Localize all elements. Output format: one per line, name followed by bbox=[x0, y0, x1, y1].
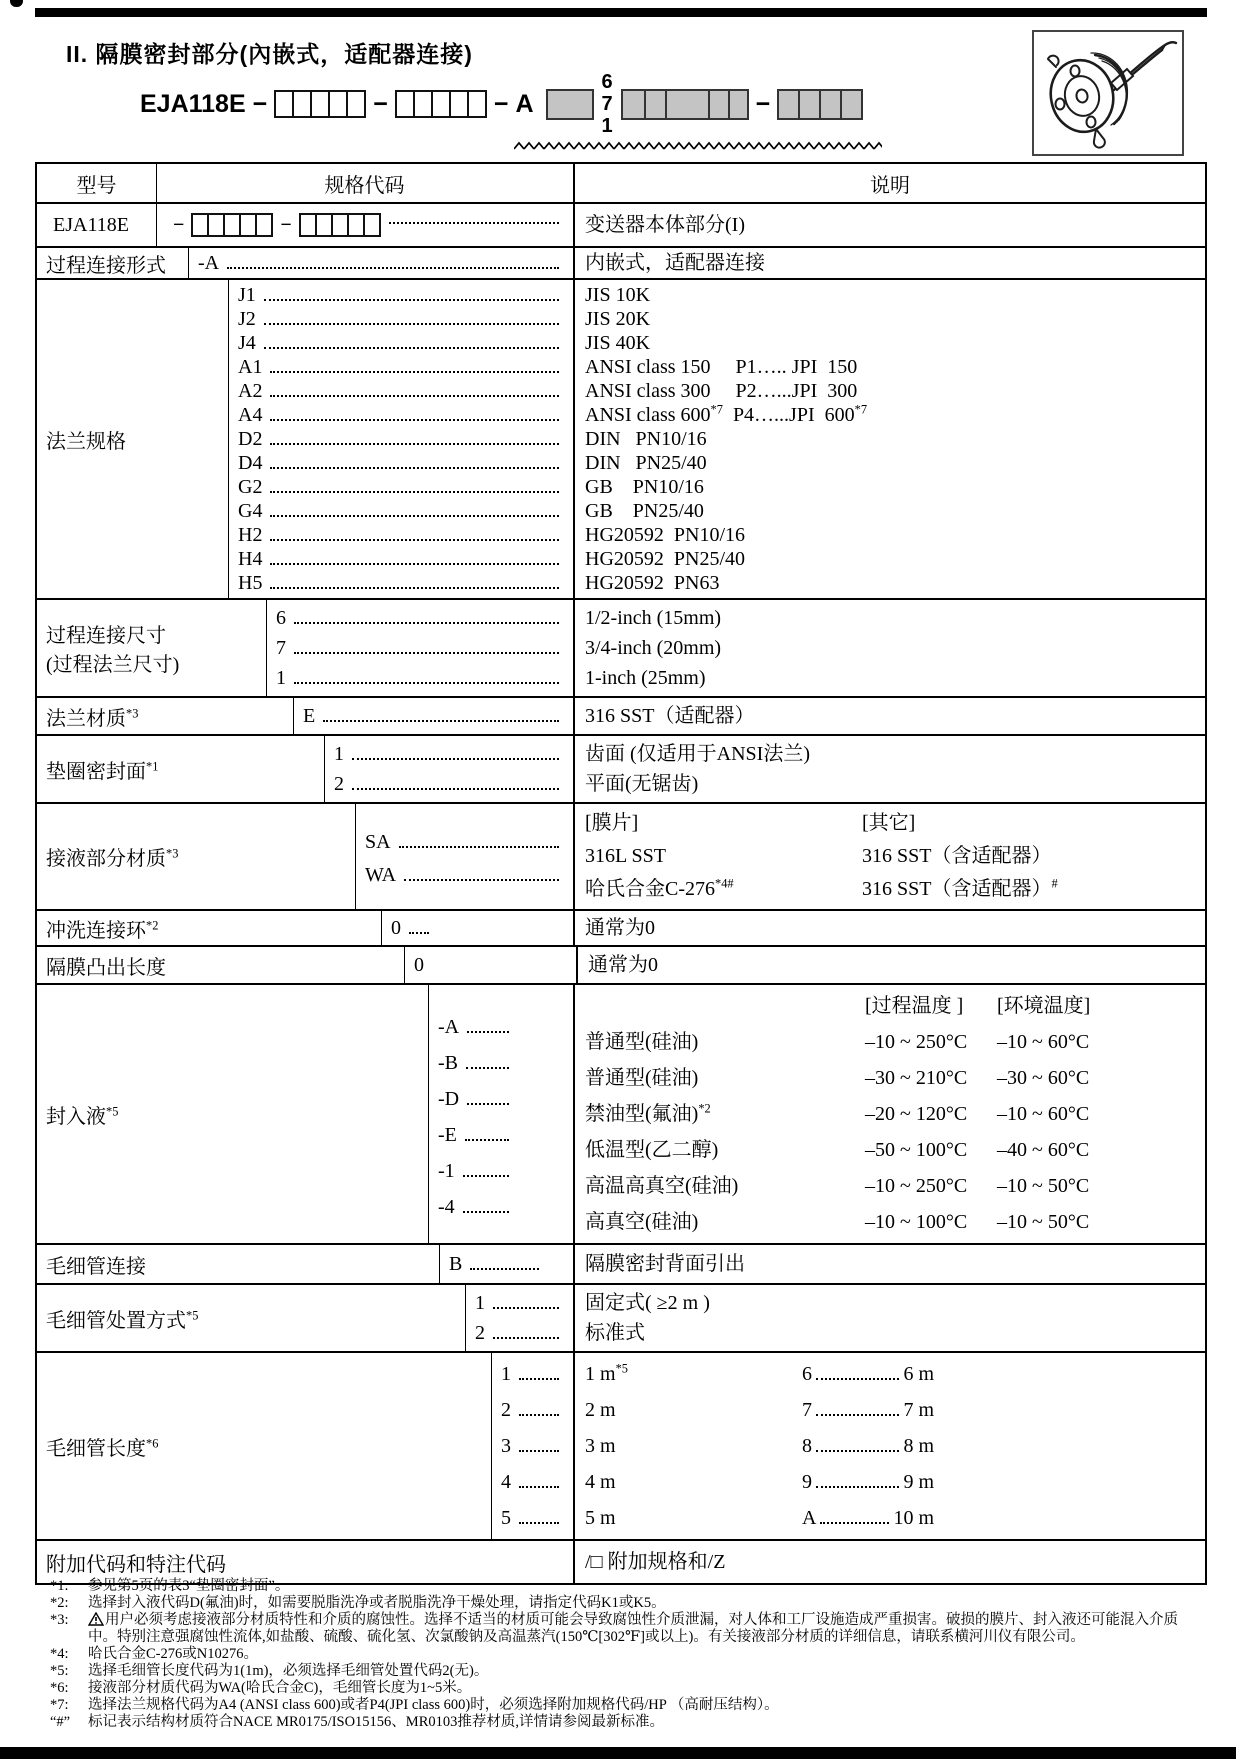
code-value: J1 bbox=[238, 284, 256, 306]
length-value: 9 m bbox=[903, 1471, 934, 1493]
desc-value: JIS 10K bbox=[585, 284, 651, 306]
squiggle-underline bbox=[514, 140, 882, 151]
product-image bbox=[1032, 30, 1184, 156]
desc-value: 316 SST（含适配器）# bbox=[862, 876, 1058, 900]
code-box bbox=[395, 90, 415, 118]
row-gasket-seal-face bbox=[37, 734, 1205, 802]
code-value: 6 bbox=[276, 607, 286, 629]
dash: − bbox=[493, 89, 509, 118]
desc-value: ANSI class 300 P2…...JPI 300 bbox=[585, 380, 858, 402]
code-box-gray bbox=[708, 89, 730, 120]
row-label: 封入液$^{*5}$ bbox=[46, 1103, 119, 1128]
col-header-desc: 说明 bbox=[573, 164, 1205, 202]
leader-dots bbox=[816, 1378, 899, 1380]
code-value: -D bbox=[438, 1087, 460, 1110]
code-value: H4 bbox=[238, 548, 263, 570]
seal-code-boxes-group bbox=[621, 89, 749, 120]
footnote-2 bbox=[50, 1595, 1202, 1612]
length-value: 10 m bbox=[893, 1507, 934, 1529]
fluid-name: 普通型(硅油) bbox=[585, 1031, 699, 1053]
spec-code-boxes-group2 bbox=[395, 90, 487, 118]
length-value: 5 m bbox=[585, 1507, 616, 1529]
row-label: 接液部分材质$^{*3}$ bbox=[46, 846, 179, 870]
code-value: A2 bbox=[238, 380, 263, 402]
size-code-1: 1 bbox=[601, 115, 613, 137]
code-box bbox=[274, 90, 294, 118]
code-value: J2 bbox=[238, 308, 256, 330]
code-value: 8 bbox=[802, 1435, 812, 1457]
code-box bbox=[346, 90, 366, 118]
leader-dots bbox=[820, 1522, 889, 1524]
wetted-header-diaphragm: [膜片] bbox=[585, 812, 639, 834]
row-optional-codes bbox=[37, 1539, 1205, 1583]
footnote-marker: *5: bbox=[50, 1663, 69, 1679]
process-temp: –10 ~ 100°C bbox=[865, 1211, 968, 1233]
code-value: G2 bbox=[238, 476, 263, 498]
fluid-name: 禁油型(氟油)$^{*2}$ bbox=[585, 1101, 711, 1125]
size-code-stack bbox=[602, 71, 613, 137]
connection-code-a: A bbox=[515, 89, 534, 118]
footnote-4 bbox=[50, 1646, 1202, 1663]
code-value: 1 bbox=[276, 667, 286, 689]
desc-value: HG20592 PN25/40 bbox=[585, 548, 746, 570]
row-flushing-connection-ring bbox=[37, 909, 1205, 945]
code-value: -A bbox=[438, 1015, 460, 1038]
footnote-1 bbox=[50, 1578, 1202, 1595]
row-flange-material bbox=[37, 696, 1205, 734]
code-box-gray bbox=[840, 89, 863, 120]
ambient-temp: –10 ~ 60°C bbox=[997, 1103, 1090, 1125]
code-value: G4 bbox=[238, 500, 263, 522]
row-label: 毛细管连接 bbox=[37, 1245, 440, 1283]
code-value: D2 bbox=[238, 428, 263, 450]
footnote-marker: *4: bbox=[50, 1646, 69, 1662]
code-box bbox=[328, 90, 348, 118]
code-value: 1 bbox=[501, 1363, 511, 1385]
code-value: SA bbox=[365, 831, 391, 853]
length-value: 6 m bbox=[903, 1363, 934, 1385]
desc-value: 316L SST bbox=[585, 845, 666, 867]
footnote-text: 选择法兰规格代码为A4 (ANSI class 600)或者P4(JPI class 600)时，必须选择附加规格代码/HP （高耐压结构）。 bbox=[88, 1697, 779, 1713]
footnote-6 bbox=[50, 1680, 1202, 1697]
code-value: 6 bbox=[802, 1363, 812, 1385]
row-label: 法兰规格 bbox=[37, 280, 229, 598]
process-temp: –20 ~ 120°C bbox=[865, 1103, 968, 1125]
desc-value: /□ 附加规格和/Z bbox=[585, 1551, 726, 1573]
option-code-boxes-group bbox=[777, 89, 863, 120]
code-value: A bbox=[802, 1507, 817, 1529]
desc-value: 1-inch (25mm) bbox=[585, 667, 706, 689]
desc-value: 通常为0 bbox=[588, 954, 658, 976]
ambient-temp: –10 ~ 60°C bbox=[997, 1031, 1090, 1053]
row-label: 冲洗连接环$^{*2}$ bbox=[46, 917, 159, 942]
desc-value: 标准式 bbox=[585, 1322, 645, 1344]
code-box bbox=[431, 90, 451, 118]
row-label: 垫圈密封面$^{*1}$ bbox=[46, 758, 159, 783]
desc-value: 哈氏合金$C-276^{*4\#}$ bbox=[585, 876, 734, 900]
code-box bbox=[363, 213, 381, 237]
desc-value: GB PN10/16 bbox=[585, 476, 704, 498]
length-value: 2 m bbox=[585, 1399, 616, 1421]
row-model bbox=[37, 202, 1205, 246]
desc-value: JIS 20K bbox=[585, 308, 651, 330]
col-header-model: 型号 bbox=[37, 164, 157, 202]
footnote-text: 标记表示结构材质符合NACE MR0175/ISO15156、MR0103推荐材质,详情请参阅最新标准。 bbox=[88, 1714, 664, 1730]
footnote-text: 用户必须考虑接液部分材质特性和介质的腐蚀性。选择不适当的材质可能会导致腐蚀性介质泄漏，对人体和工厂设施造成严重损害。破损的膜片、封入液还可能混入介质中。特别注意强腐蚀性流体,如盐酸、硫酸、硫化氢、次氯酸钠及高温蒸汽(150℃[302℉]或以上)。有关接液部分材质的详细信息，请联系横河川仪有限公司。 bbox=[88, 1612, 1178, 1645]
length-value: 7 m bbox=[903, 1399, 934, 1421]
dash: − bbox=[755, 89, 771, 118]
code-box-gray bbox=[546, 89, 594, 120]
row-capillary-connection bbox=[37, 1243, 1205, 1283]
footnote-marker: *6: bbox=[50, 1680, 69, 1696]
code-box-gray bbox=[777, 89, 800, 120]
footnote-marker: *1: bbox=[50, 1578, 69, 1594]
length-value: 3 m bbox=[585, 1435, 616, 1457]
leader-dots bbox=[816, 1414, 899, 1416]
desc-value: 齿面 (仅适用于ANSI法兰) bbox=[585, 743, 810, 765]
code-box bbox=[449, 90, 469, 118]
desc-value: HG20592 PN10/16 bbox=[585, 524, 746, 546]
spec-code-boxes-1 bbox=[191, 213, 273, 237]
dash: − bbox=[173, 213, 185, 236]
code-box-gray bbox=[819, 89, 842, 120]
desc-value: 内嵌式，适配器连接 bbox=[585, 252, 765, 274]
page-edge-mark bbox=[10, 0, 23, 7]
bottom-rule bbox=[0, 1747, 1236, 1759]
code-box-gray bbox=[798, 89, 821, 120]
desc-value: 316 SST（含适配器） bbox=[862, 845, 1052, 867]
row-label: 隔膜凸出长度 bbox=[37, 947, 405, 983]
code-value: 1 bbox=[475, 1292, 485, 1314]
fluid-name: 高温高真空(硅油) bbox=[585, 1175, 739, 1197]
length-value: 4 m bbox=[585, 1471, 616, 1493]
fluid-name: 低温型(乙二醇) bbox=[585, 1139, 719, 1161]
spec-code-boxes-group1 bbox=[274, 90, 366, 118]
desc-value: 316 SST（适配器） bbox=[585, 705, 755, 727]
spec-table bbox=[35, 162, 1207, 1585]
size-code-box bbox=[546, 89, 594, 120]
code-value: 0 bbox=[391, 917, 401, 939]
row-wetted-parts-material bbox=[37, 802, 1205, 909]
length-value: 8 m bbox=[903, 1435, 934, 1457]
size-code-7: 7 bbox=[601, 93, 613, 115]
desc-value: ANSI class 600$^{*7}$ P4…...JPI 600$^{*7}$ bbox=[585, 402, 868, 426]
code-box-gray bbox=[621, 89, 646, 120]
desc-value: 隔膜密封背面引出 bbox=[585, 1253, 745, 1275]
row-flange-spec bbox=[37, 278, 1205, 598]
footnote-marker: *3: bbox=[50, 1612, 69, 1628]
process-temp: –30 ~ 210°C bbox=[865, 1067, 968, 1089]
code-value: B bbox=[449, 1253, 463, 1275]
row-label: 毛细管长度$^{*6}$ bbox=[46, 1435, 159, 1460]
leader-dots bbox=[816, 1450, 899, 1452]
row-capillary-length bbox=[37, 1351, 1205, 1539]
footnote-text: 哈氏合金C-276或N10276。 bbox=[88, 1646, 258, 1662]
desc-value: DIN PN25/40 bbox=[585, 452, 707, 474]
footnotes bbox=[50, 1578, 1202, 1731]
warning-icon bbox=[88, 1612, 104, 1626]
row-label: 过程连接形式 bbox=[37, 248, 189, 278]
desc-value: DIN PN10/16 bbox=[585, 428, 707, 450]
code-value: H2 bbox=[238, 524, 263, 546]
code-value: 7 bbox=[802, 1399, 812, 1421]
row-label: 附加代码和特注代码 bbox=[46, 1553, 226, 1576]
code-value: 1 bbox=[334, 743, 344, 765]
desc-value: ANSI class 150 P1….. JPI 150 bbox=[585, 356, 858, 378]
leader-dots bbox=[816, 1486, 899, 1488]
code-box-gray bbox=[644, 89, 667, 120]
code-value: WA bbox=[365, 864, 397, 886]
fluid-name: 普通型(硅油) bbox=[585, 1067, 699, 1089]
code-box bbox=[255, 213, 273, 237]
ambient-temp: –10 ~ 50°C bbox=[997, 1211, 1090, 1233]
row-capillary-treatment bbox=[37, 1283, 1205, 1351]
diaphragm-seal-drawing bbox=[1034, 32, 1182, 154]
desc-value: GB PN25/40 bbox=[585, 500, 704, 522]
footnote-text: 接液部分材质代码为WA(哈氏合金C)，毛细管长度为1~5米。 bbox=[88, 1680, 472, 1696]
code-value: E bbox=[303, 705, 316, 727]
ambient-temp: –40 ~ 60°C bbox=[997, 1139, 1090, 1161]
process-temp: –10 ~ 250°C bbox=[865, 1175, 968, 1197]
code-value: A1 bbox=[238, 356, 263, 378]
desc-value: JIS 40K bbox=[585, 332, 651, 354]
size-code-6: 6 bbox=[601, 71, 613, 93]
desc-value: 平面(无锯齿) bbox=[585, 773, 699, 795]
wetted-header-others: [其它] bbox=[862, 812, 916, 834]
code-value: 3 bbox=[501, 1435, 511, 1457]
spec-code-boxes-2 bbox=[299, 213, 381, 237]
code-value: 2 bbox=[501, 1399, 511, 1421]
code-box bbox=[413, 90, 433, 118]
row-process-connection-size bbox=[37, 598, 1205, 696]
desc-value: 通常为0 bbox=[585, 917, 655, 939]
top-rule bbox=[35, 8, 1207, 17]
code-value: 0 bbox=[414, 954, 424, 976]
model-number: EJA118E bbox=[140, 89, 246, 118]
code-value: 9 bbox=[802, 1471, 812, 1493]
code-box bbox=[467, 90, 487, 118]
ambient-temp: –30 ~ 60°C bbox=[997, 1067, 1090, 1089]
code-box bbox=[310, 90, 330, 118]
row-diaphragm-extension-length bbox=[37, 945, 1205, 983]
footnote-text: 参见第5页的表3“垫圈密封面”。 bbox=[88, 1578, 290, 1594]
row-label-model: EJA118E bbox=[37, 204, 157, 246]
footnote-text: 选择毛细管长度代码为1(1m)，必须选择毛细管处置代码2(无)。 bbox=[88, 1663, 489, 1679]
code-value: -1 bbox=[438, 1159, 455, 1182]
model-code-diagram bbox=[140, 71, 863, 137]
code-value: 5 bbox=[501, 1507, 511, 1529]
code-box bbox=[292, 90, 312, 118]
footnote-text: 选择封入液代码D(氟油)时，如需要脱脂洗净或者脱脂洗净干燥处理，请指定代码K1或K5。 bbox=[88, 1595, 666, 1611]
row-label: 过程连接尺寸 bbox=[46, 625, 166, 647]
footnote-marker: “#” bbox=[50, 1714, 71, 1730]
process-temp: –10 ~ 250°C bbox=[865, 1031, 968, 1053]
code-value: -4 bbox=[438, 1195, 455, 1218]
code-value: J4 bbox=[238, 332, 256, 354]
desc-value: 3/4-inch (20mm) bbox=[585, 637, 722, 659]
desc-value: 1/2-inch (15mm) bbox=[585, 607, 722, 629]
code-value: 7 bbox=[276, 637, 286, 659]
process-temp-header: [过程温度 ] bbox=[865, 995, 964, 1017]
ambient-temp-header: [环境温度] bbox=[997, 995, 1091, 1017]
dash: − bbox=[280, 213, 292, 236]
dash: − bbox=[373, 89, 388, 118]
desc-value: HG20592 PN63 bbox=[585, 572, 720, 594]
table-header-row bbox=[37, 164, 1205, 202]
ambient-temp: –10 ~ 50°C bbox=[997, 1175, 1090, 1197]
code-value: 4 bbox=[501, 1471, 511, 1493]
code-box-gray bbox=[728, 89, 749, 120]
row-label-sub: (过程法兰尺寸) bbox=[46, 654, 180, 676]
code-value: -E bbox=[438, 1123, 457, 1146]
footnote-marker: *7: bbox=[50, 1697, 69, 1713]
row-label: 法兰材质$^{*3}$ bbox=[46, 705, 139, 730]
code-value: 2 bbox=[334, 773, 344, 795]
dash: − bbox=[252, 89, 268, 118]
desc-value: 固定式( ≥2 m ) bbox=[585, 1292, 710, 1314]
fluid-name: 高真空(硅油) bbox=[585, 1211, 699, 1233]
footnote-hash bbox=[50, 1714, 1202, 1731]
code-value: 2 bbox=[475, 1322, 485, 1344]
footnote-7 bbox=[50, 1697, 1202, 1714]
footnote-marker: *2: bbox=[50, 1595, 69, 1611]
process-temp: –50 ~ 100°C bbox=[865, 1139, 968, 1161]
row-label: 毛细管处置方式$^{*5}$ bbox=[46, 1307, 199, 1332]
section-title: II. 隔膜密封部分(內嵌式，适配器连接) bbox=[66, 41, 473, 67]
code-value: -B bbox=[438, 1051, 458, 1074]
code-value: A4 bbox=[238, 404, 263, 426]
footnote-3 bbox=[50, 1612, 1202, 1646]
code-value: D4 bbox=[238, 452, 263, 474]
code-box-gray bbox=[665, 89, 710, 120]
row-fill-fluid bbox=[37, 983, 1205, 1243]
desc-transmitter-body: 变送器本体部分(I) bbox=[585, 214, 745, 236]
leader-dots bbox=[381, 222, 563, 229]
code-value: H5 bbox=[238, 572, 263, 594]
footnote-5 bbox=[50, 1663, 1202, 1680]
length-value: 1 $m^{*5}$ bbox=[585, 1361, 628, 1385]
code-value: -A bbox=[198, 252, 220, 274]
col-header-code: 规格代码 bbox=[324, 174, 405, 197]
row-process-connection-style bbox=[37, 246, 1205, 278]
